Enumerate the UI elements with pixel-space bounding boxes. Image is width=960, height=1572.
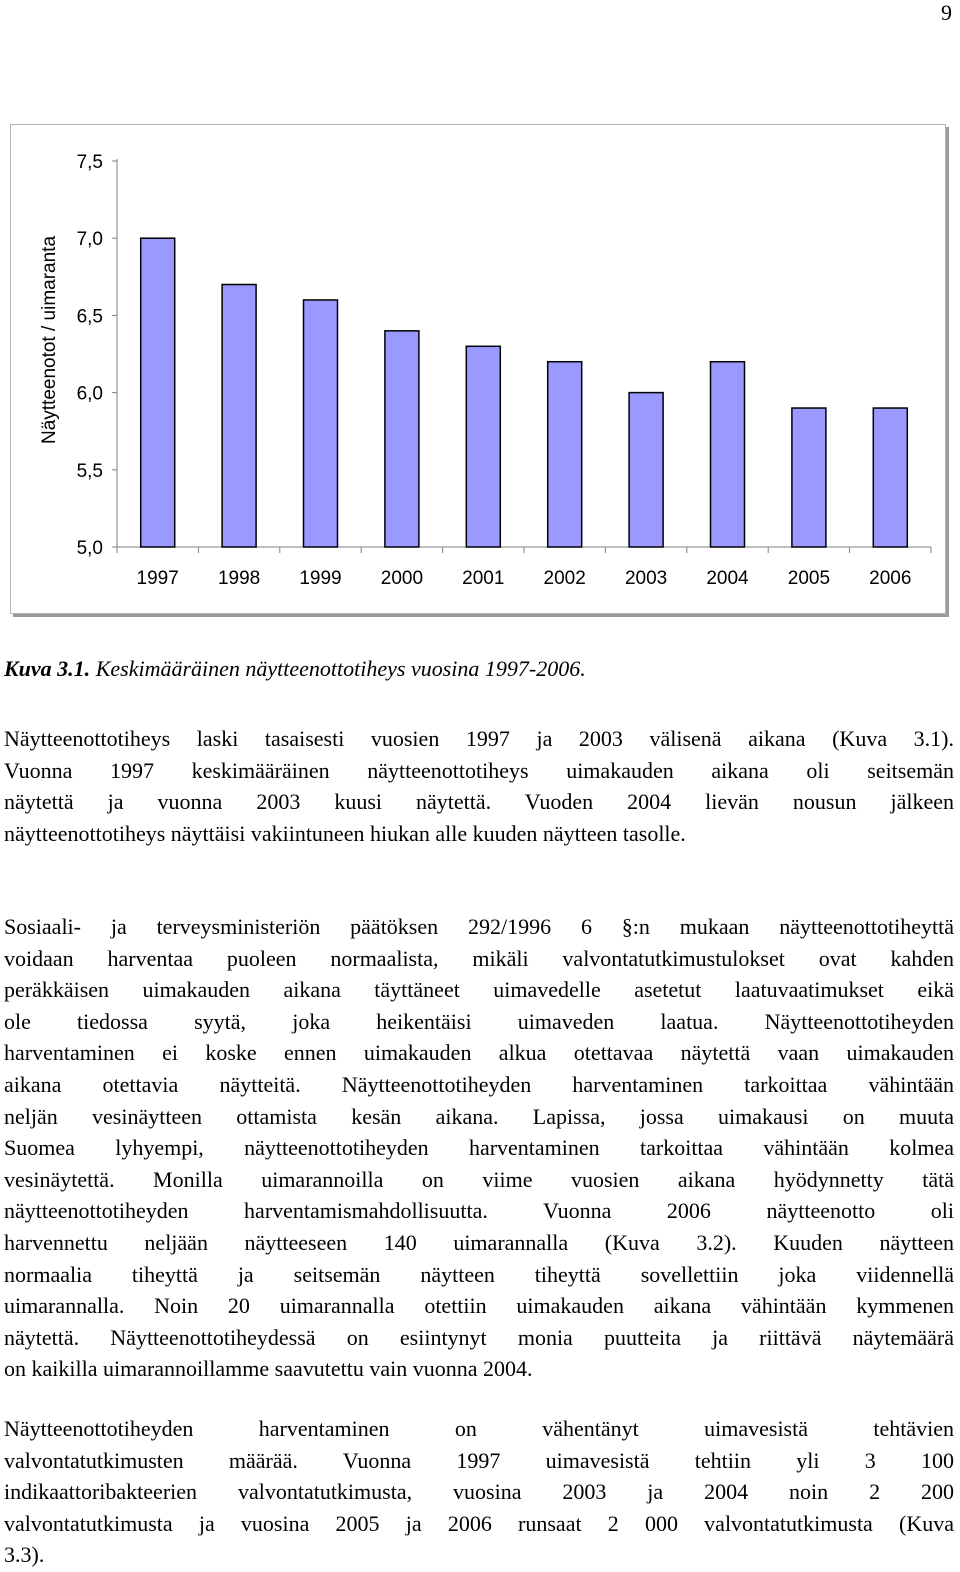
paragraph-line: valvontatutkimusten määrää. Vuonna 1997 uimavesistä tehtiin yli 3 100 [4, 1447, 954, 1473]
x-tick-label: 1997 [136, 568, 179, 589]
paragraph-line: voidaan harventaa puoleen normaalista, mikäli valvontatutkimustulokset ovat kahden [4, 945, 954, 971]
paragraph-line: vesinäytettä. Monilla uimarannoilla on viime vuosien aikana hyödynnetty tätä [4, 1166, 954, 1192]
x-tick-label: 1999 [299, 568, 342, 589]
y-tick-label: 5,5 [76, 460, 103, 482]
bar-1999 [304, 300, 338, 547]
paragraph-line: näytettä. Näytteenottotiheydessä on esiintynyt monia puutteita ja riittävä näytemäärä [4, 1324, 954, 1350]
bar-2005 [792, 408, 826, 547]
bar-chart [10, 124, 946, 614]
x-tick-label: 2005 [787, 568, 831, 589]
paragraph-line: näytteenottotiheyden harventamismahdollisuutta. Vuonna 2006 näytteenotto oli [4, 1198, 954, 1224]
caption-label: Kuva 3.1. [4, 656, 91, 681]
bar-2002 [548, 362, 582, 547]
paragraph-line: 3.3). [4, 1542, 45, 1568]
caption-text: Keskimääräinen näytteenottotiheys vuosina 1997-2006. [95, 656, 586, 681]
page-number: 9 [941, 0, 952, 25]
paragraph-line: Suomea lyhyempi, näytteenottotiheyden harventaminen tarkoittaa vähintään kolmea [4, 1135, 954, 1161]
paragraph-2 [4, 911, 954, 1385]
paragraph-line: neljän vesinäytteen ottamista kesän aikana. Lapissa, jossa uimakausi on muuta [4, 1103, 954, 1129]
x-tick-label: 2006 [869, 568, 912, 589]
paragraph-line: aikana otettavia näytteitä. Näytteenottotiheyden harventaminen tarkoittaa vähintään [4, 1071, 954, 1097]
paragraph-line: Vuonna 1997 keskimääräinen näytteenottotiheys uimakauden aikana oli seitsemän [4, 757, 954, 783]
paragraph-line: harvennettu neljään näytteeseen 140 uimarannalla (Kuva 3.2). Kuuden näytteen [4, 1229, 954, 1255]
bar-2004 [711, 362, 745, 547]
bar-2003 [629, 393, 663, 547]
bar-2001 [466, 346, 500, 547]
x-tick-label: 2000 [380, 568, 424, 589]
paragraph-line: on kaikilla uimarannoillamme saavutettu vain vuonna 2004. [4, 1356, 533, 1382]
paragraph-3 [4, 1413, 954, 1571]
paragraph-line: uimarannalla. Noin 20 uimarannalla otettiin uimakauden aikana vähintään kymmenen [4, 1293, 954, 1319]
y-tick-label: 6,5 [76, 306, 103, 328]
x-tick-label: 2003 [624, 568, 668, 589]
x-tick-label: 2004 [706, 568, 749, 589]
paragraph-line: ole tiedossa syytä, joka heikentäisi uimaveden laatua. Näytteenottotiheyden [4, 1008, 954, 1034]
paragraph-line: Näytteenottotiheys laski tasaisesti vuosien 1997 ja 2003 välisenä aikana (Kuva 3.1). [4, 726, 954, 751]
bar-1997 [141, 238, 175, 547]
y-axis-title: Näytteenotot / uimaranta [39, 235, 60, 445]
paragraph-line: näytettä ja vuonna 2003 kuusi näytettä. Vuoden 2004 lievän nousun jälkeen [4, 789, 954, 815]
paragraph-line: indikaattoribakteerien valvontatutkimusta, vuosina 2003 ja 2004 noin 2 200 [4, 1479, 954, 1505]
y-tick-label: 7,0 [76, 229, 103, 251]
paragraph-line: valvontatutkimusta ja vuosina 2005 ja 2006 runsaat 2 000 valvontatutkimusta (Kuva [4, 1510, 954, 1536]
x-tick-label: 1998 [217, 568, 261, 589]
bar-2006 [873, 408, 907, 547]
paragraph-line: Näytteenottotiheyden harventaminen on vähentänyt uimavesistä tehtävien [4, 1416, 954, 1441]
bar-2000 [385, 331, 419, 547]
bar-1998 [222, 285, 256, 547]
paragraph-1 [4, 723, 954, 849]
x-tick-label: 2002 [543, 568, 586, 589]
paragraph-line: näytteenottotiheys näyttäisi vakiintuneen hiukan alle kuuden näytteen tasolle. [4, 820, 686, 846]
y-tick-label: 7,5 [76, 152, 103, 173]
paragraph-line: normaalia tiheyttä ja seitsemän näytteen tiheyttä sovellettiin joka viidennellä [4, 1261, 954, 1287]
paragraph-line: peräkkäisen uimakauden aikana täyttäneet uimavedelle asetetut laatuvaatimukset eikä [4, 977, 954, 1003]
paragraph-line: Sosiaali- ja terveysministeriön päätöksen 292/1996 6 §:n mukaan näytteenottotiheyttä [4, 914, 954, 939]
y-tick-label: 5,0 [76, 538, 103, 559]
figure-caption [4, 656, 586, 682]
y-tick-label: 6,0 [76, 383, 103, 405]
x-tick-label: 2001 [462, 568, 505, 589]
paragraph-line: harventaminen ei koske ennen uimakauden alkua otettavaa näytettä vaan uimakauden [4, 1040, 954, 1066]
chart-canvas [11, 125, 945, 613]
